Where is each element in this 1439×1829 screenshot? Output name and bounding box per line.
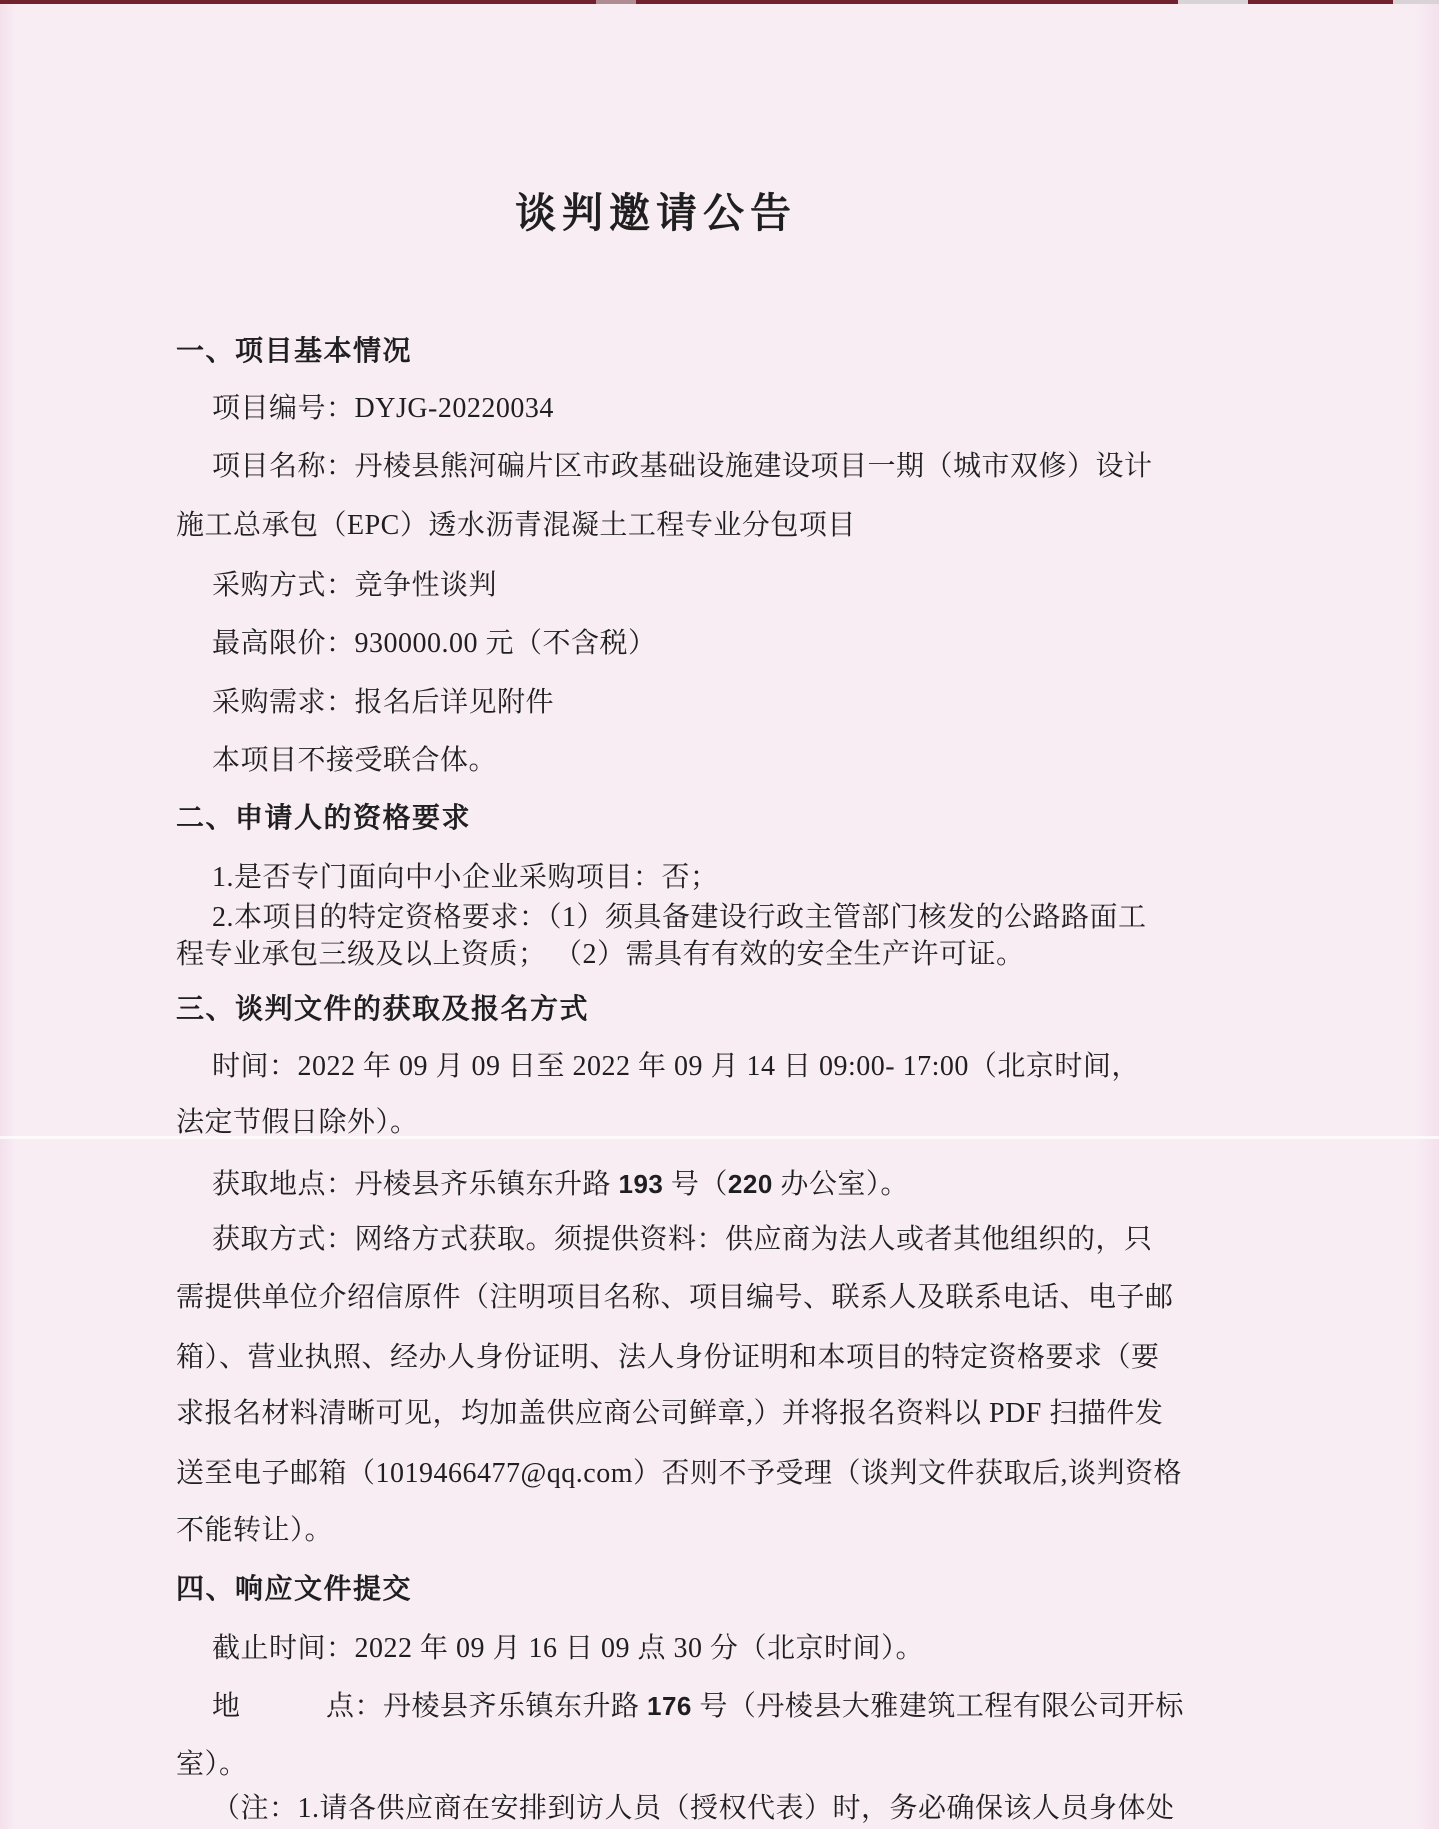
section1-heading: 一、项目基本情况 bbox=[176, 335, 413, 366]
obtain-location-text: 办公室）。 bbox=[772, 1169, 909, 1200]
obtain-method-line3: 箱）、营业执照、经办人身份证明、法人身份证明和本项目的特定资格要求（要 bbox=[176, 1342, 1160, 1373]
obtain-method-line4: 求报名材料清晰可见，均加盖供应商公司鲜章,）并将报名资料以 PDF 扫描件发 bbox=[176, 1398, 1164, 1429]
scan-edge-patch bbox=[596, 0, 636, 4]
obtain-location-text: 号（ bbox=[663, 1169, 728, 1200]
obtain-method-line6: 不能转让）。 bbox=[176, 1515, 334, 1546]
submit-note-line: （注：1.请各供应商在安排到访人员（授权代表）时，务必确保该人员身体处 bbox=[212, 1793, 1175, 1824]
obtain-location-street-number: 193 bbox=[618, 1169, 664, 1199]
section3-heading: 三、谈判文件的获取及报名方式 bbox=[176, 993, 590, 1024]
obtain-location-room-number: 220 bbox=[727, 1169, 773, 1199]
submit-address-text: 号（丹棱县大雅建筑工程有限公司开标 bbox=[691, 1691, 1184, 1722]
obtain-location-line bbox=[212, 1167, 1136, 1203]
purchase-demand-line: 采购需求：报名后详见附件 bbox=[212, 687, 555, 718]
project-name-line2: 施工总承包（EPC）透水沥青混凝土工程专业分包项目 bbox=[176, 510, 856, 541]
obtain-method-line1: 获取方式：网络方式获取。须提供资料：供应商为法人或者其他组织的，只 bbox=[212, 1224, 1153, 1255]
section2-heading: 二、申请人的资格要求 bbox=[176, 802, 472, 833]
section4-heading: 四、响应文件提交 bbox=[176, 1573, 413, 1604]
qualification-item2-line1: 2.本项目的特定资格要求：（1）须具备建设行政主管部门核发的公路路面工 bbox=[212, 902, 1147, 933]
purchase-method-line: 采购方式：竞争性谈判 bbox=[212, 570, 498, 601]
obtain-time-line1: 时间：2022 年 09 月 09 日至 2022 年 09 月 14 日 09:00- 17:00（北京时间， bbox=[212, 1051, 1140, 1082]
document-title: 谈判邀请公告 bbox=[515, 190, 797, 236]
submit-address-line1 bbox=[212, 1689, 1184, 1725]
obtain-method-line5: 送至电子邮箱（1019466477@qq.com）否则不予受理（谈判文件获取后,谈判资格 bbox=[176, 1458, 1182, 1489]
project-name-line1: 项目名称：丹棱县熊河碥片区市政基础设施建设项目一期（城市双修）设计 bbox=[212, 451, 1153, 482]
submit-address-line2: 室）。 bbox=[176, 1749, 248, 1780]
scan-edge-artifact bbox=[0, 0, 1439, 4]
obtain-method-line2: 需提供单位介绍信原件（注明项目名称、项目编号、联系人及联系电话、电子邮 bbox=[176, 1282, 1174, 1313]
consortium-line: 本项目不接受联合体。 bbox=[212, 745, 498, 776]
project-number-line: 项目编号：DYJG-20220034 bbox=[212, 393, 554, 424]
submit-address-street-number: 176 bbox=[647, 1691, 692, 1721]
scan-edge-patch bbox=[1393, 0, 1439, 4]
submit-deadline-line: 截止时间：2022 年 09 月 16 日 09 点 30 分（北京时间）。 bbox=[212, 1633, 925, 1664]
qualification-item1: 1.是否专门面向中小企业采购项目：否； bbox=[212, 862, 719, 893]
obtain-time-line2: 法定节假日除外）。 bbox=[176, 1107, 419, 1138]
submit-address-text: 地 点：丹棱县齐乐镇东升路 bbox=[212, 1691, 648, 1722]
scan-edge-patch bbox=[1178, 0, 1248, 4]
max-price-line: 最高限价：930000.00 元（不含税） bbox=[212, 628, 657, 659]
qualification-item2-line2: 程专业承包三级及以上资质； （2）需具有有效的安全生产许可证。 bbox=[176, 939, 1025, 970]
obtain-location-text: 获取地点：丹棱县齐乐镇东升路 bbox=[212, 1169, 619, 1200]
